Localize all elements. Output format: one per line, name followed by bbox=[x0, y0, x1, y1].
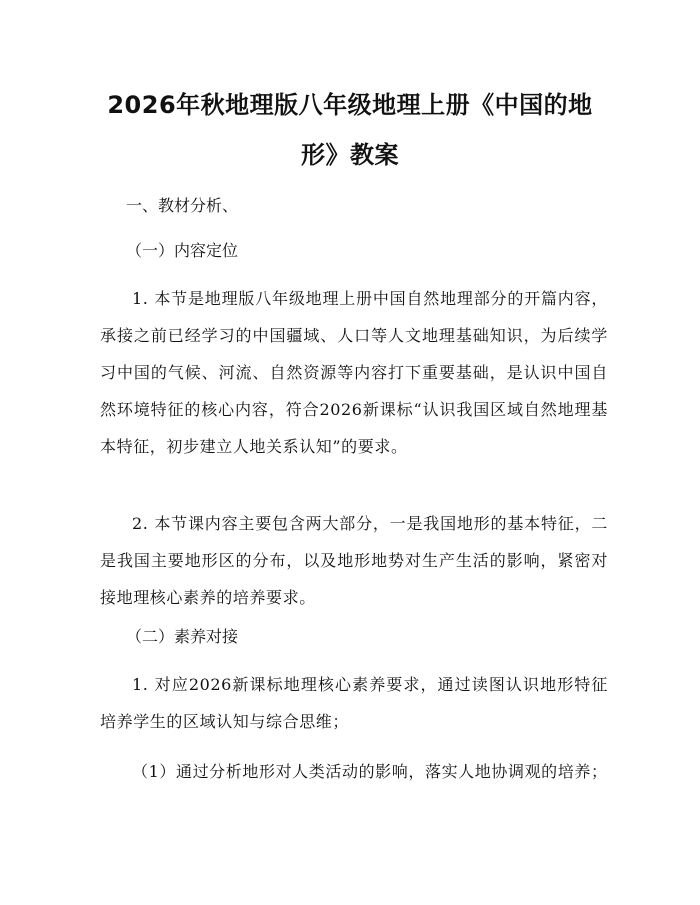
section-heading-textbook-analysis: 一、教材分析、 bbox=[126, 196, 239, 215]
subsection-heading-literacy-alignment: （二）素养对接 bbox=[126, 627, 239, 646]
paragraph-literacy-alignment-1: 1. 对应2026新课标地理核心素养要求，通过读图认识地形特征培养学生的区域认知与综合思维； bbox=[100, 675, 608, 731]
paragraph-content-positioning-2: 2. 本节课内容主要包含两大部分，一是我国地形的基本特征，二是我国主要地形区的分布，以及地形地势对生产生活的影响，紧密对接地理核心素养的培养要求。 bbox=[100, 514, 608, 607]
document-title: 2026年秋地理版八年级地理上册《中国的地形》教案 bbox=[107, 91, 593, 169]
paragraph-literacy-alignment-sub-1: （1）通过分析地形对人类活动的影响，落实人地协调观的培养； bbox=[132, 762, 608, 781]
subsection-heading-content-positioning: （一）内容定位 bbox=[126, 241, 239, 260]
paragraph-content-positioning-1: 1. 本节是地理版八年级地理上册中国自然地理部分的开篇内容，承接之前已经学习的中国疆域、人口等人文地理基础知识，为后续学习中国的气候、河流、自然资源等内容打下重要基础，是认识中国自然环境特征的核心内容，符合2026新课标“认识我国区域自然地理基本特征，初步建立人地关系认知”的要求。 bbox=[100, 289, 608, 456]
